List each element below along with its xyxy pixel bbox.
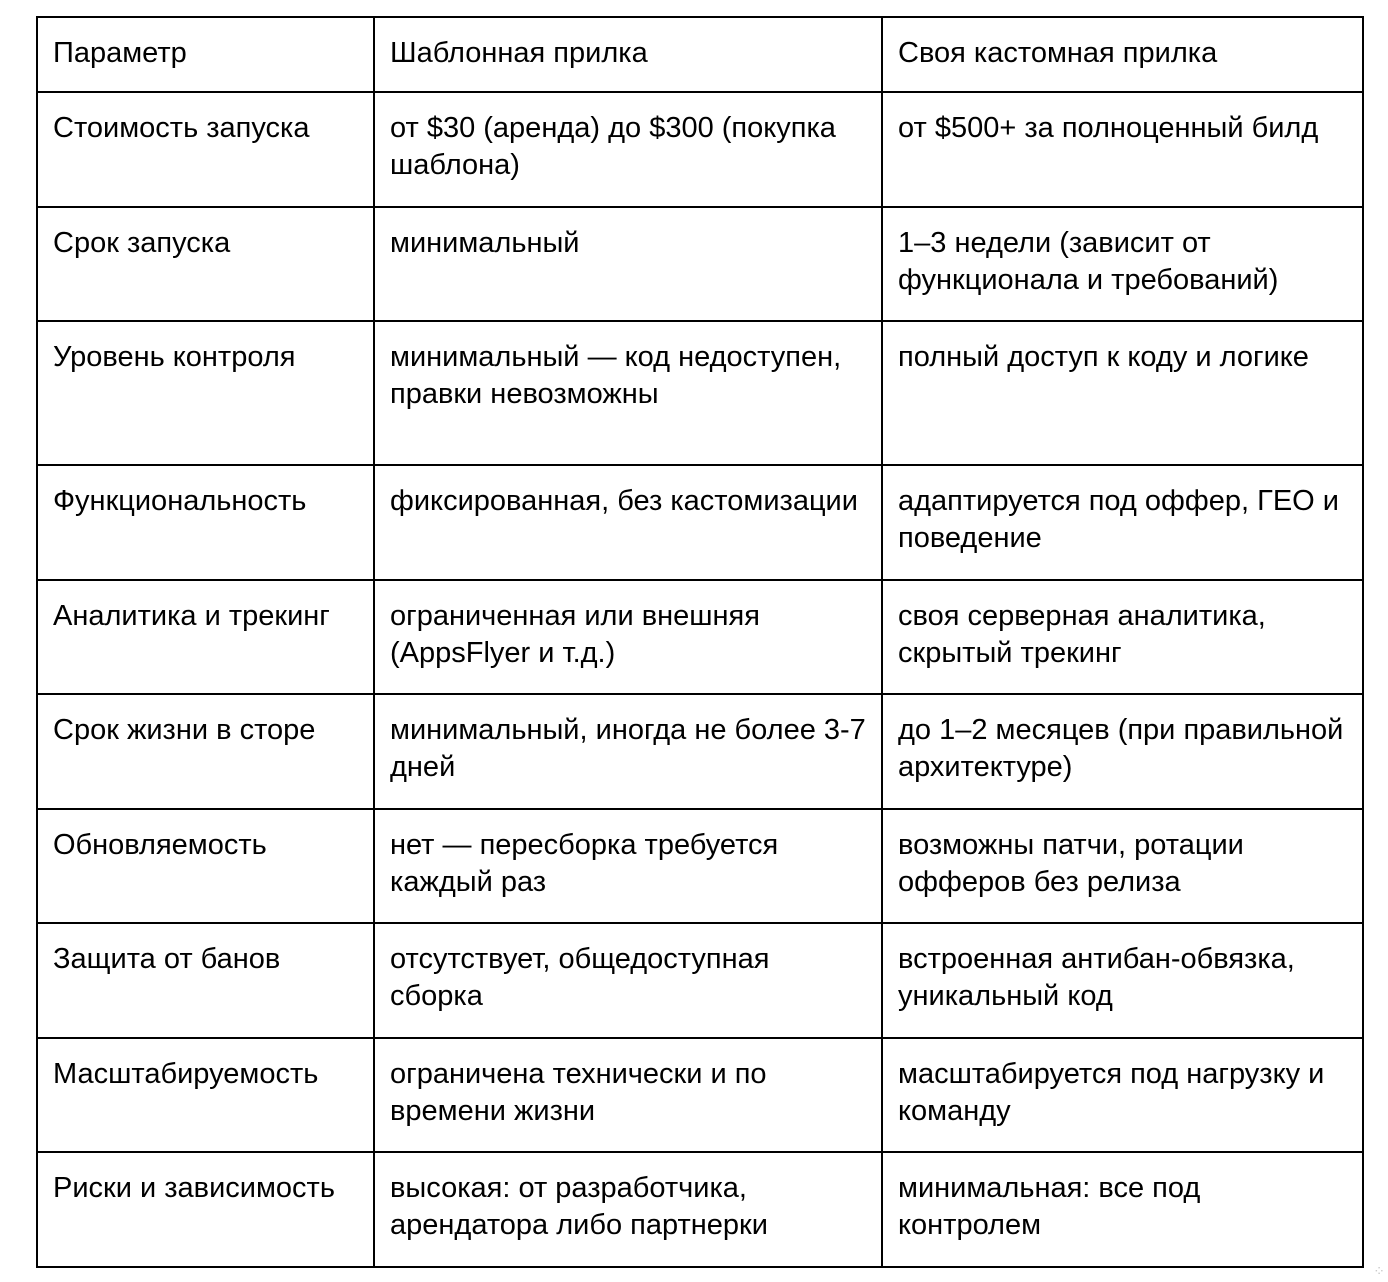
- cell-param: Срок жизни в сторе: [37, 694, 374, 809]
- table-row: [37, 809, 1363, 923]
- cell-template-app: отсутствует, общедоступная сборка: [374, 923, 882, 1038]
- cell-custom-app: своя серверная аналитика, скрытый трекинг: [882, 580, 1363, 694]
- table-row: [37, 1152, 1363, 1267]
- cell-template-app: минимальный: [374, 207, 882, 321]
- cell-param: Риски и зависимость: [37, 1152, 374, 1267]
- table-row: [37, 321, 1363, 465]
- table-row: [37, 1038, 1363, 1152]
- cell-template-app: минимальный — код недоступен, правки невозможны: [374, 321, 882, 465]
- cell-template-app: фиксированная, без кастомизации: [374, 465, 882, 580]
- table-row: [37, 694, 1363, 809]
- cell-custom-app: 1–3 недели (зависит от функционала и требований): [882, 207, 1363, 321]
- table-row: [37, 92, 1363, 207]
- header-cell-template-app: Шаблонная прилка: [374, 17, 882, 92]
- cell-custom-app: возможны патчи, ротации офферов без релиза: [882, 809, 1363, 923]
- cell-custom-app: минимальная: все под контролем: [882, 1152, 1363, 1267]
- cell-param: Уровень контроля: [37, 321, 374, 465]
- header-cell-custom-app: Своя кастомная прилка: [882, 17, 1363, 92]
- cell-custom-app: полный доступ к коду и логике: [882, 321, 1363, 465]
- table-row: [37, 580, 1363, 694]
- cell-template-app: ограниченная или внешняя (AppsFlyer и т.д.): [374, 580, 882, 694]
- cell-custom-app: адаптируется под оффер, ГЕО и поведение: [882, 465, 1363, 580]
- cell-template-app: от $30 (аренда) до $300 (покупка шаблона): [374, 92, 882, 207]
- table-header-row: [37, 17, 1363, 92]
- cell-param: Функциональность: [37, 465, 374, 580]
- cell-param: Срок запуска: [37, 207, 374, 321]
- header-cell-param: Параметр: [37, 17, 374, 92]
- table-row: [37, 207, 1363, 321]
- table-row: [37, 465, 1363, 580]
- cell-template-app: минимальный, иногда не более 3-7 дней: [374, 694, 882, 809]
- cell-custom-app: от $500+ за полноценный билд: [882, 92, 1363, 207]
- table-row: [37, 923, 1363, 1038]
- cell-custom-app: встроенная антибан-обвязка, уникальный код: [882, 923, 1363, 1038]
- comparison-table: [36, 16, 1364, 1268]
- cell-param: Защита от банов: [37, 923, 374, 1038]
- cell-template-app: ограничена технически и по времени жизни: [374, 1038, 882, 1152]
- cell-param: Аналитика и трекинг: [37, 580, 374, 694]
- cell-custom-app: до 1–2 месяцев (при правильной архитектуре): [882, 694, 1363, 809]
- resize-handle-icon: ⁘: [1373, 1264, 1386, 1280]
- cell-param: Обновляемость: [37, 809, 374, 923]
- cell-param: Стоимость запуска: [37, 92, 374, 207]
- cell-template-app: нет — пересборка требуется каждый раз: [374, 809, 882, 923]
- cell-template-app: высокая: от разработчика, арендатора либо партнерки: [374, 1152, 882, 1267]
- cell-custom-app: масштабируется под нагрузку и команду: [882, 1038, 1363, 1152]
- cell-param: Масштабируемость: [37, 1038, 374, 1152]
